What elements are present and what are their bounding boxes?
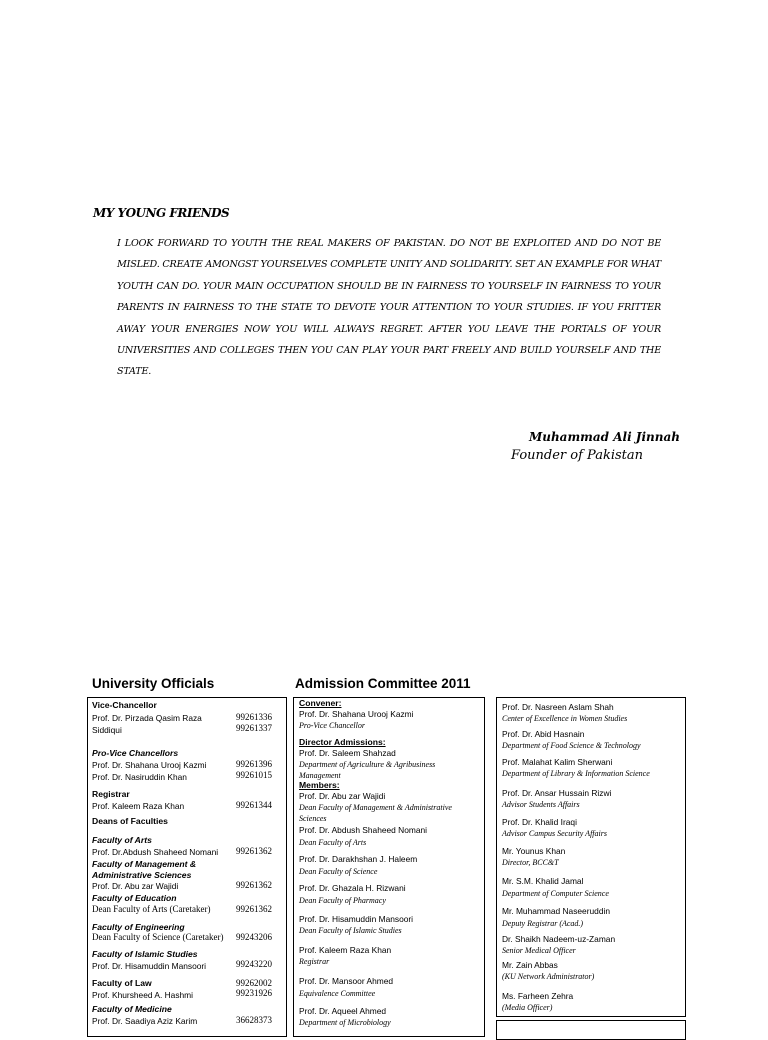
arts-dean: Prof. Dr.Abdush Shaheed Nomani <box>92 847 219 857</box>
vc-heading: Vice-Chancellor <box>92 700 157 710</box>
member-name: Prof. Dr. Mansoor Ahmed <box>299 976 394 986</box>
member-name: Prof. Dr. Hisamuddin Mansoori <box>299 914 414 924</box>
member-name: Mr. Zain Abbas <box>502 960 558 970</box>
eng-heading: Faculty of Engineering <box>92 922 185 932</box>
member-role: Dean Faculty of Science <box>299 867 378 876</box>
eng-phone: 99243206 <box>236 932 272 942</box>
member-name: Prof. Malahat Kalim Sherwani <box>502 757 613 767</box>
isl-dean: Prof. Dr. Hisamuddin Mansoori <box>92 961 207 971</box>
member-role: (KU Network Administrator) <box>502 972 595 981</box>
member-name: Prof. Dr. Ghazala H. Rizwani <box>299 883 406 893</box>
member-role: Dean Faculty of Arts <box>299 838 367 847</box>
mgmt-phone: 99261362 <box>236 880 272 890</box>
med-heading: Faculty of Medicine <box>92 1004 172 1014</box>
next-table-edge <box>496 1020 686 1040</box>
member-name: Prof. Dr. Nasreen Aslam Shah <box>502 702 614 712</box>
law-phone-1: 99262002 <box>236 978 272 988</box>
member-role: Deputy Registrar (Acad.) <box>502 919 584 928</box>
member-role: Registrar <box>299 957 330 966</box>
member-name: Prof. Dr. Darakhshan J. Haleem <box>299 854 418 864</box>
law-heading: Faculty of Law <box>92 978 152 988</box>
member-role: Senior Medical Officer <box>502 946 576 955</box>
member-role: Advisor Campus Security Affairs <box>502 829 607 838</box>
member-role-cont: Sciences <box>299 814 327 823</box>
member-name: Mr. Muhammad Naseeruddin <box>502 906 610 916</box>
members-heading: Members: <box>299 780 340 790</box>
deans-heading: Deans of Faculties <box>92 816 168 826</box>
convener-role: Pro-Vice Chancellor <box>299 721 365 730</box>
law-phone-2: 99231926 <box>236 988 272 998</box>
member-role: Dean Faculty of Management & Administrative <box>299 803 452 812</box>
director-role-2: Management <box>299 771 341 780</box>
member-role: Department of Computer Science <box>502 889 609 898</box>
edu-heading: Faculty of Education <box>92 893 177 903</box>
member-role: Dean Faculty of Islamic Studies <box>299 926 402 935</box>
director-role-1: Department of Agriculture & Agribusiness <box>299 760 436 769</box>
member-role: Department of Microbiology <box>299 1018 391 1027</box>
signature-title: Founder of Pakistan <box>511 448 643 463</box>
isl-heading: Faculty of Islamic Studies <box>92 949 198 959</box>
committee-table <box>293 697 485 1037</box>
pvc1-name: Prof. Dr. Shahana Urooj Kazmi <box>92 760 207 770</box>
pvc2-phone: 99261015 <box>236 770 272 780</box>
member-role: Director, BCC&T <box>502 858 559 867</box>
mgmt-dean: Prof. Dr. Abu zar Wajidi <box>92 881 179 891</box>
vc-phone-2: 99261337 <box>236 723 272 733</box>
member-role: Dean Faculty of Pharmacy <box>299 896 386 905</box>
med-dean: Prof. Dr. Saadiya Aziz Karim <box>92 1016 198 1026</box>
registrar-heading: Registrar <box>92 789 130 799</box>
edu-dean: Dean Faculty of Arts (Caretaker) <box>92 904 211 914</box>
registrar-phone: 99261344 <box>236 800 272 810</box>
pvc2-name: Prof. Dr. Nasiruddin Khan <box>92 772 187 782</box>
law-dean: Prof. Khursheed A. Hashmi <box>92 990 194 1000</box>
officials-title: University Officials <box>92 676 215 691</box>
eng-dean: Dean Faculty of Science (Caretaker) <box>92 932 224 942</box>
pvc1-phone: 99261396 <box>236 759 272 769</box>
edu-phone: 99261362 <box>236 904 272 914</box>
member-name: Prof. Dr. Khalid Iraqi <box>502 817 577 827</box>
convener-name: Prof. Dr. Shahana Urooj Kazmi <box>299 709 414 719</box>
signature-name: Muhammad Ali Jinnah <box>528 430 680 444</box>
committee-title: Admission Committee 2011 <box>295 676 471 691</box>
member-name: Prof. Dr. Abu zar Wajidi <box>299 791 386 801</box>
quote-body: I LOOK FORWARD TO YOUTH THE REAL MAKERS OF PAKISTAN. DO NOT BE EXPLOITED AND DO NOT BE MISLED. CREATE AMONGST YOURSELVES COMPLETE UNITY AND SOLIDARITY. SET AN EXAMPLE FOR WHAT YOUTH CAN DO. YOUR MAIN OCCUPATION SHOULD BE IN FAIRNESS TO YOURSELF IN FAIRNESS TO YOUR PARENTS IN FAIRNESS TO THE STATE TO DEVOTE YOUR ATTENTION TO YOUR STUDIES. IF YOU FRITTER AWAY YOUR ENERGIES NOW YOU WILL ALWAYS REGRET. AFTER YOU LEAVE THE PORTALS OF YOUR UNIVERSITIES AND COLLEGES THEN YOU CAN PLAY YOUR PART FREELY AND BUILD YOURSELF AND THE STATE. <box>117 238 661 378</box>
member-name: Ms. Farheen Zehra <box>502 991 574 1001</box>
arts-phone: 99261362 <box>236 846 272 856</box>
member-role: (Media Officer) <box>502 1003 553 1012</box>
member-role: Equivalence Committee <box>299 989 376 998</box>
officials-table <box>87 697 287 1037</box>
member-name: Mr. Younus Khan <box>502 846 566 856</box>
member-role: Department of Library & Information Science <box>502 769 650 778</box>
member-name: Prof. Dr. Ansar Hussain Rizwi <box>502 788 612 798</box>
member-name: Dr. Shaikh Nadeem-uz-Zaman <box>502 934 616 944</box>
quote-heading: MY YOUNG FRIENDS <box>93 206 230 220</box>
member-role: Department of Food Science & Technology <box>502 741 641 750</box>
member-name: Prof. Dr. Abid Hasnain <box>502 729 585 739</box>
vc-phone-1: 99261336 <box>236 712 272 722</box>
director-name: Prof. Dr. Saleem Shahzad <box>299 748 396 758</box>
member-role: Center of Excellence in Women Studies <box>502 714 628 723</box>
mgmt-heading-2: Administrative Sciences <box>92 870 192 880</box>
med-phone: 36628373 <box>236 1015 272 1025</box>
pvc-heading: Pro-Vice Chancellors <box>92 748 179 758</box>
mgmt-heading-1: Faculty of Management & <box>92 859 197 869</box>
committee-members-continued <box>496 697 686 1017</box>
member-role: Advisor Students Affairs <box>502 800 580 809</box>
member-name: Prof. Kaleem Raza Khan <box>299 945 392 955</box>
member-name: Prof. Dr. Aqueel Ahmed <box>299 1006 387 1016</box>
convener-heading: Convener: <box>299 698 342 708</box>
director-heading: Director Admissions: <box>299 737 386 747</box>
member-name: Prof. Dr. Abdush Shaheed Nomani <box>299 825 428 835</box>
vc-name: Prof. Dr. Pirzada Qasim Raza Siddiqui <box>92 713 202 735</box>
registrar-name: Prof. Kaleem Raza Khan <box>92 801 185 811</box>
isl-phone: 99243220 <box>236 959 272 969</box>
arts-heading: Faculty of Arts <box>92 835 152 845</box>
member-name: Mr. S.M. Khalid Jamal <box>502 876 584 886</box>
